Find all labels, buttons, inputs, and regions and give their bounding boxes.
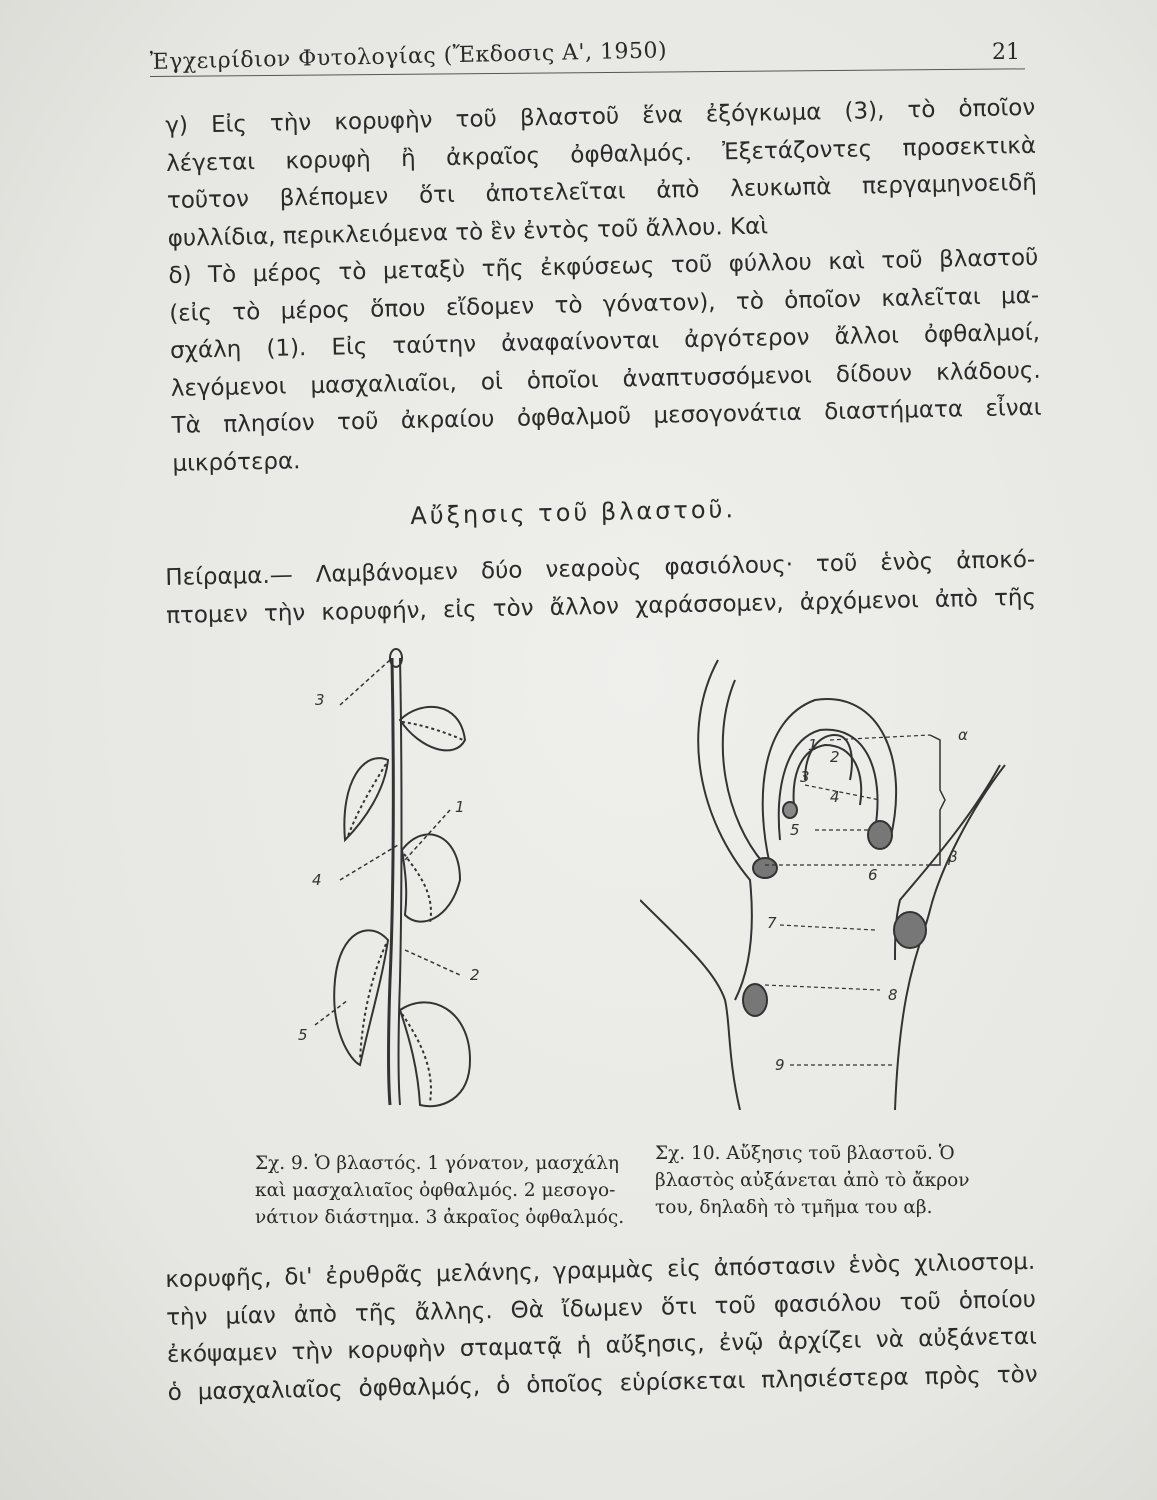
- figure-10-growth-drawing: [640, 640, 1020, 1110]
- fig10-label-6: 6: [868, 866, 878, 884]
- text-line: (εἰς τὸ μέρος ὅπου εἴδομεν τὸ γόνατον), τὸ ὁποῖον καλεῖται μα-: [169, 282, 1040, 327]
- text-line: ὁ μασχαλιαῖος ὀφθαλμός, ὁ ὁποῖος εὑρίσκεται πλησιέστερα πρὸς τὸν: [167, 1361, 1038, 1406]
- top-paragraphs: [165, 90, 1043, 483]
- text-line: τὴν μίαν ἀπὸ τῆς ἄλλης. Θὰ ἴδωμεν ὅτι τοῦ φασιόλου τοῦ ὁποίου: [165, 1286, 1037, 1331]
- text-line: δ) Τὸ μέρος τὸ μεταξὺ τῆς ἐκφύσεως τοῦ φύλλου καὶ τοῦ βλαστοῦ: [168, 244, 1039, 289]
- page-number: 21: [992, 40, 1020, 65]
- text-line: τοῦτον βλέπομεν ὅτι ἀποτελεῖται ἀπὸ λευκωπὰ περγαμηνοειδῆ: [166, 169, 1038, 214]
- caption-line: βλαστὸς αὐξάνεται ἀπὸ τὸ ἄκρον: [655, 1170, 970, 1191]
- text-line: Πείραμα.— Λαμβάνομεν δύο νεαροὺς φασιόλους· τοῦ ἑνὸς ἀποκό-: [165, 546, 1036, 591]
- fig10-label-5: 5: [790, 821, 800, 839]
- page-header: [150, 40, 1030, 80]
- fig10-label-7: 7: [767, 914, 777, 932]
- caption-line: καὶ μασχαλιαῖος ὀφθαλμός. 2 μεσογο-: [255, 1180, 616, 1201]
- caption-line: Σχ. 9. Ὁ βλαστός. 1 γόνατον, μασχάλη: [255, 1153, 620, 1174]
- text-line: γ) Εἰς τὴν κορυφὴν τοῦ βλαστοῦ ἕνα ἐξόγκωμα (3), τὸ ὁποῖον: [165, 94, 1036, 139]
- fig9-label-2: 2: [470, 966, 480, 984]
- fig10-label-beta: β: [948, 848, 958, 866]
- caption-line: νάτιον διάστημα. 3 ἀκραῖος ὀφθαλμός.: [255, 1207, 625, 1228]
- fig9-label-3: 3: [315, 691, 325, 709]
- experiment-paragraph: [165, 542, 1036, 635]
- text-line: σχάλη (1). Εἰς ταύτην ἀναφαίνονται ἀργότερον ἄλλοι ὀφθαλμοί,: [169, 319, 1041, 364]
- fig10-label-9: 9: [775, 1056, 785, 1074]
- running-title: Ἐγχειρίδιον Φυτολογίας (Ἔκδοσις Α', 1950): [149, 38, 668, 75]
- figure-9-stem-drawing: [270, 640, 530, 1120]
- fig9-label-4: 4: [312, 871, 322, 889]
- fig10-label-8: 8: [888, 986, 898, 1004]
- figure-10-caption: [655, 1140, 1035, 1221]
- section-heading: Αὔξησις τοῦ βλαστοῦ.: [410, 495, 737, 530]
- text-line: πτομεν τὴν κορυφήν, εἰς τὸν ἄλλον χαράσσομεν, ἀρχόμενοι ἀπὸ τῆς: [165, 584, 1037, 629]
- fig10-label-alpha: α: [958, 726, 968, 744]
- text-line: φυλλίδια, περικλειόμενα τὸ ἓν ἐντὸς τοῦ ἄλλου. Καὶ: [167, 212, 769, 252]
- text-line: λέγεται κορυφὴ ἢ ἀκραῖος ὀφθαλμός. Ἐξετάζοντες προσεκτικὰ: [165, 132, 1037, 177]
- fig9-label-1: 1: [455, 798, 465, 816]
- fig10-label-4: 4: [830, 788, 840, 806]
- text-line: Τὰ πλησίον τοῦ ἀκραίου ὀφθαλμοῦ μεσογονάτια διαστήματα εἶναι: [171, 394, 1042, 439]
- text-line: ἐκόψαμεν τὴν κορυφὴν σταματᾷ ἡ αὔξησις, ἐνῷ ἀρχίζει νὰ αὐξάνεται: [166, 1323, 1038, 1368]
- figure-9-caption: [255, 1150, 625, 1231]
- text-line: λεγόμενοι μασχαλιαῖοι, οἱ ὁποῖοι ἀναπτυσσόμενοι δίδουν κλάδους.: [170, 357, 1041, 402]
- fig10-label-1: 1: [808, 736, 818, 754]
- bottom-paragraph: [165, 1244, 1038, 1412]
- fig9-label-5: 5: [298, 1026, 308, 1044]
- text-line: μικρότερα.: [172, 447, 301, 477]
- caption-line: Σχ. 10. Αὔξησις τοῦ βλαστοῦ. Ὁ: [655, 1143, 955, 1164]
- text-line: κορυφῆς, δι' ἐρυθρᾶς μελάνης, γραμμὰς εἰς ἀπόστασιν ἑνὸς χιλιοστομ.: [165, 1248, 1036, 1293]
- caption-line: του, δηλαδὴ τὸ τμῆμα του αβ.: [655, 1197, 933, 1218]
- fig10-label-2: 2: [830, 748, 840, 766]
- fig10-label-3: 3: [800, 768, 810, 786]
